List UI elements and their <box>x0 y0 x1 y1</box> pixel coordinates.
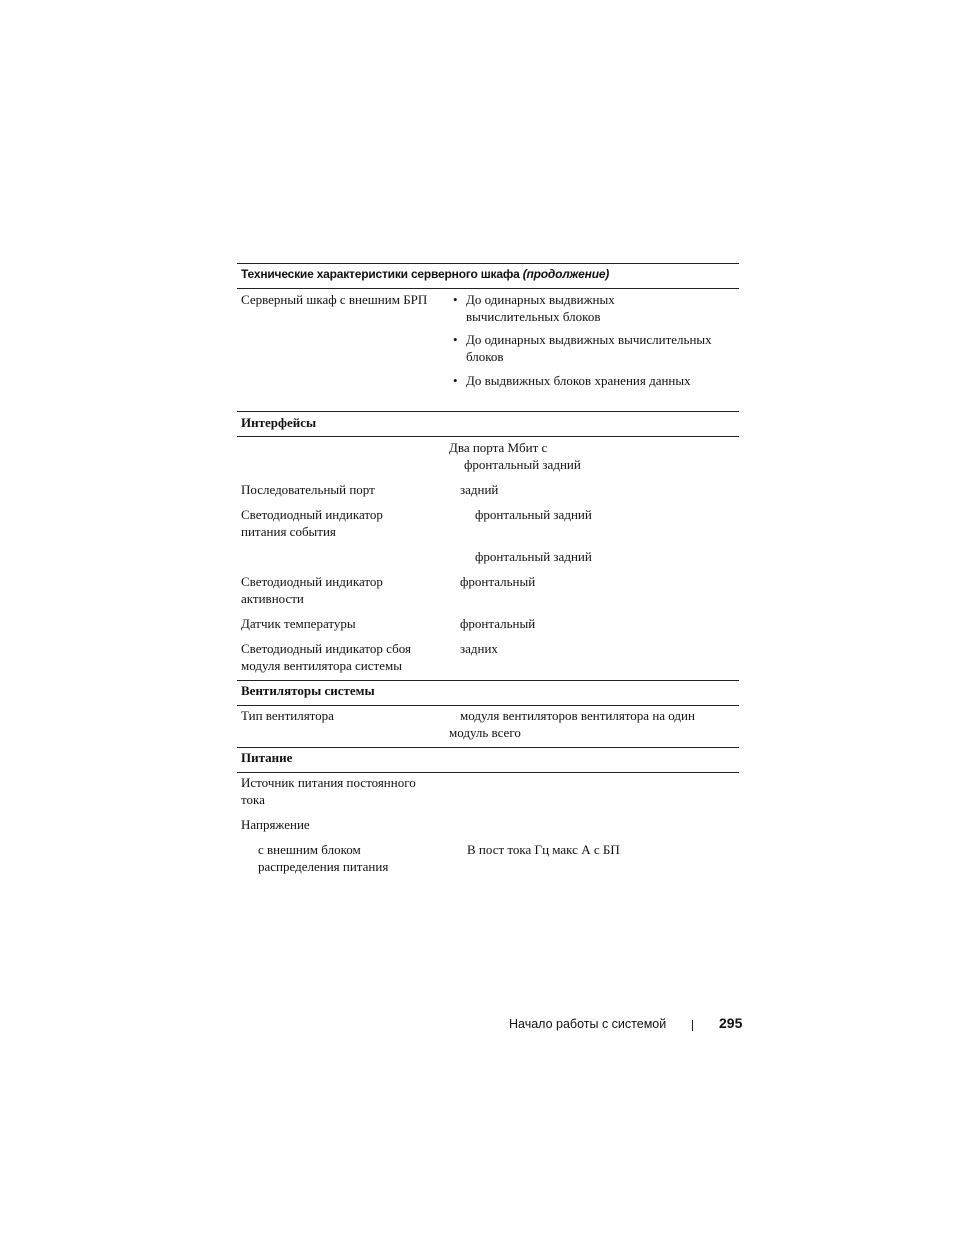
section-rule <box>237 680 739 681</box>
bullet-icon: • <box>453 373 458 388</box>
table-top-rule <box>237 263 739 264</box>
bullet-icon: • <box>453 332 458 347</box>
serial-port-label: Последовательный порт <box>241 482 375 497</box>
power-led-label: Светодиодный индикатор <box>241 507 383 522</box>
fan-fault-led-value: задних <box>460 641 498 656</box>
footer-section-title: Начало работы с системой <box>509 1017 667 1031</box>
voltage-label: Напряжение <box>241 817 310 832</box>
network-value: фронтальный задний <box>464 457 581 472</box>
activity-led-label: Светодиодный индикатор <box>241 574 383 589</box>
table-title-suffix: (продолжение) <box>522 267 610 281</box>
section-heading-interfaces: Интерфейсы <box>241 415 317 430</box>
table-title-rule <box>237 288 739 289</box>
rack-item-line: До одинарных выдвижных <box>466 292 615 307</box>
fan-fault-led-label: модуля вентилятора системы <box>241 658 402 673</box>
serial-port-value: задний <box>460 482 499 497</box>
fan-type-label: Тип вентилятора <box>241 708 334 723</box>
network-value: Два порта Мбит с <box>449 440 548 455</box>
external-pdu-label: распределения питания <box>258 859 389 874</box>
power-led-label: питания события <box>241 524 336 539</box>
section-rule <box>237 772 739 773</box>
dc-source-label: тока <box>241 792 265 807</box>
extra-led-value: фронтальный задний <box>475 549 592 564</box>
external-pdu-value: В пост тока Гц макс А с БП <box>467 842 620 857</box>
fan-fault-led-label: Светодиодный индикатор сбоя <box>241 641 411 656</box>
footer-divider <box>692 1020 693 1031</box>
bullet-icon: • <box>453 292 458 307</box>
rack-item-line: До одинарных выдвижных вычислительных <box>466 332 712 347</box>
fan-type-value: модуля вентиляторов вентилятора на один <box>460 708 695 723</box>
rack-item-line: вычислительных блоков <box>466 309 601 324</box>
table-title <box>241 266 609 283</box>
rack-label: Серверный шкаф с внешним БРП <box>241 292 428 307</box>
fan-type-value: модуль всего <box>449 725 521 740</box>
table-title-text: Технические характеристики серверного шкафа <box>241 267 520 281</box>
section-rule <box>237 747 739 748</box>
section-rule <box>237 705 739 706</box>
external-pdu-label: с внешним блоком <box>258 842 361 857</box>
section-rule <box>237 411 739 412</box>
dc-source-label: Источник питания постоянного <box>241 775 416 790</box>
page-number: 295 <box>719 1015 743 1031</box>
power-led-value: фронтальный задний <box>475 507 592 522</box>
activity-led-value: фронтальный <box>460 574 536 589</box>
section-rule <box>237 436 739 437</box>
activity-led-label: активности <box>241 591 304 606</box>
section-heading-fans: Вентиляторы системы <box>241 683 375 698</box>
temp-sensor-value: фронтальный <box>460 616 536 631</box>
rack-item-line: До выдвижных блоков хранения данных <box>466 373 691 388</box>
rack-item-line: блоков <box>466 349 504 364</box>
temp-sensor-label: Датчик температуры <box>241 616 356 631</box>
section-heading-power: Питание <box>241 750 293 765</box>
